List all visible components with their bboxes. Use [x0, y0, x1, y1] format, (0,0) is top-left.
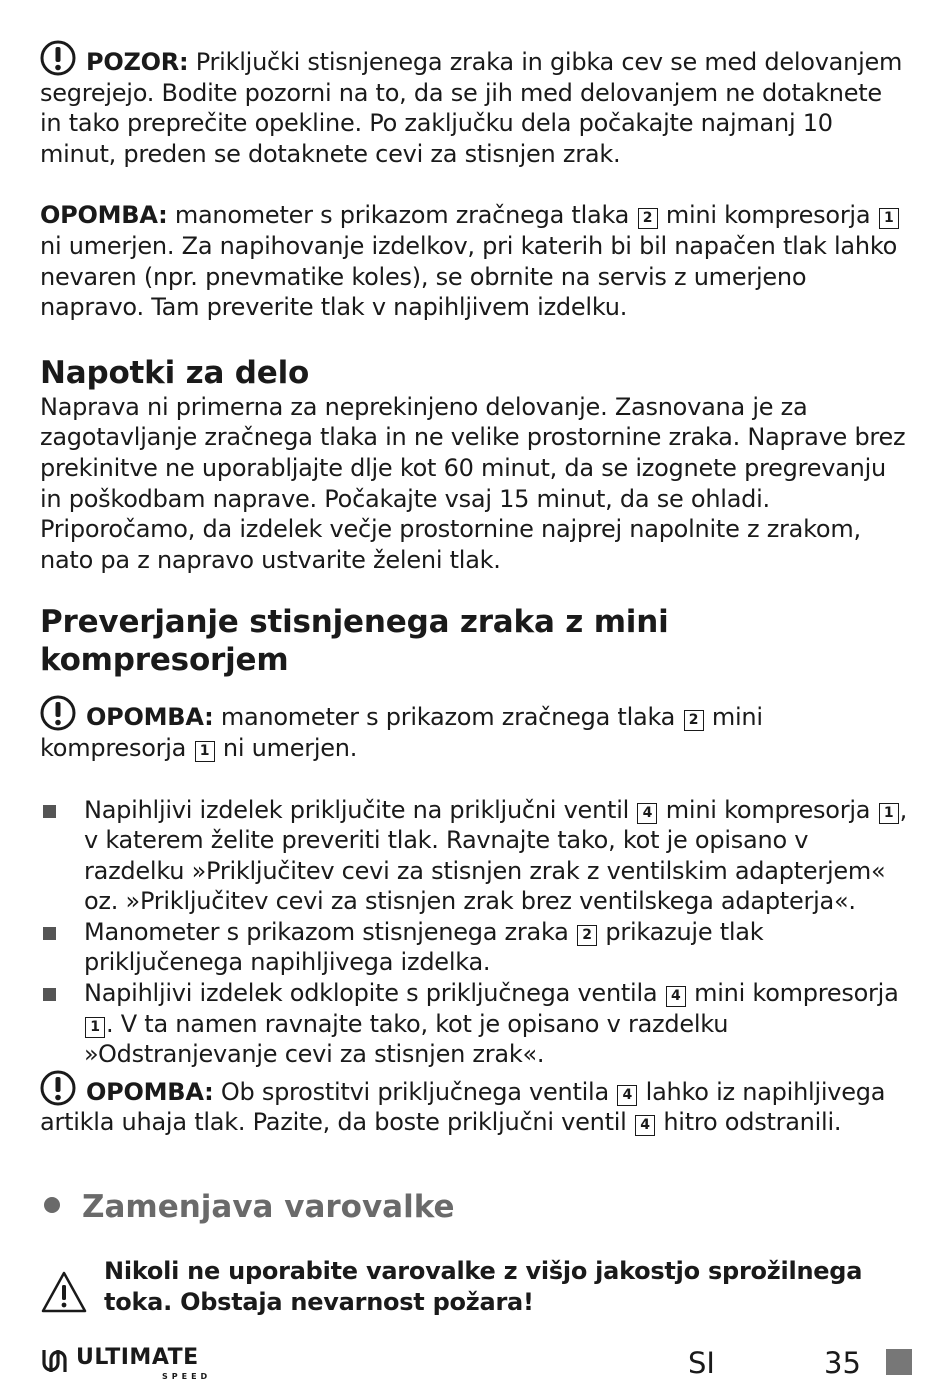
brand-subtitle: SPEED: [162, 1372, 212, 1381]
brand-name: ULTIMATE: [76, 1345, 199, 1370]
instruction-list: [40, 795, 910, 1070]
note-label: OPOMBA:: [86, 703, 214, 732]
list-item-text: prikazuje tlak priključenega napihljivega izdelka.: [84, 917, 764, 977]
part-number-badge: 2: [638, 208, 658, 229]
exclamation-icon: [40, 695, 76, 731]
note-text: mini kompresorja: [658, 201, 878, 230]
section-body-napotki: Naprava ni primerna za neprekinjeno delovanje. Zasnovana je za zagotavljanje zračnega tlaka in ne velike prostornine zraka. Naprave brez prekinitve ne uporabljajte dlje kot 60 minut, da se izognete pregrevanju in poškodbam naprave. Počakajte vsaj 15 minut, da se ohladi. Priporočamo, da izdelek večje prostornine najprej napolnite z zrakom, nato pa z napravo ustvarite želeni tlak.: [40, 392, 906, 574]
list-item-text: . V ta namen ravnajte tako, kot je opisano v razdelku »Odstranjevanje cevi za stisnjen zrak«.: [84, 1009, 729, 1069]
warning-paragraph: [40, 40, 910, 169]
fire-warning-text: Nikoli ne uporabite varovalke z višjo jakostjo sprožilnega toka. Obstaja nevarnost požara!: [104, 1257, 863, 1316]
note-label: OPOMBA:: [86, 1077, 214, 1106]
section-heading-preverjanje: Preverjanje stisnjenega zraka z mini kompresorjem: [40, 604, 669, 679]
part-number-badge: 2: [684, 710, 704, 731]
note-text: ni umerjen. Za napihovanje izdelkov, pri katerih bi bil napačen tlak lahko nevaren (npr. pnevmatike koles), se obrnite na servis z umerjeno napravo. Tam preverite tlak v napihljivem izdelku.: [40, 231, 898, 322]
part-number-badge: 2: [577, 925, 597, 946]
note-text: lahko iz napihljivega artikla uhaja tlak. Pazite, da boste priključni ventil: [40, 1077, 886, 1137]
list-item-text: mini kompresorja: [658, 795, 878, 824]
fire-warning: [40, 1256, 910, 1317]
page-marker-square: [886, 1349, 912, 1375]
note-paragraph: [40, 200, 910, 322]
warning-triangle-icon: [40, 1270, 88, 1314]
bullet-square-icon: [43, 805, 56, 818]
section-heading-napotki: Napotki za delo: [40, 354, 310, 391]
warning-label: POZOR:: [86, 48, 189, 76]
bullet-dot-icon: [44, 1197, 60, 1213]
part-number-badge: 4: [637, 803, 657, 824]
part-number-badge: 1: [85, 1017, 105, 1038]
part-number-badge: 1: [879, 803, 899, 824]
note-text: mini kompresorja: [40, 703, 763, 762]
list-item-text: , v katerem želite preveriti tlak. Ravnajte tako, kot je opisano v razdelku »Priključitev cevi za stisnjen zrak z ventilskim adapterjem« oz. »Priključitev cevi za stisnjen zrak brez ventilskega adapterja«.: [84, 795, 907, 916]
exclamation-icon: [40, 1070, 76, 1106]
note-text: manometer s prikazom zračnega tlaka: [167, 201, 637, 230]
brand-mark-icon: [40, 1346, 70, 1376]
part-number-badge: 4: [617, 1085, 637, 1106]
note-text: ni umerjen.: [215, 733, 358, 762]
part-number-badge: 4: [666, 986, 686, 1007]
brand-logo: [40, 1345, 212, 1381]
exclamation-icon: [40, 40, 76, 76]
list-item: [40, 795, 910, 917]
part-number-badge: 1: [879, 208, 899, 229]
list-item-text: Napihljivi izdelek odklopite s priključnega ventila: [84, 979, 665, 1008]
part-number-badge: 4: [635, 1115, 655, 1136]
bullet-square-icon: [43, 927, 56, 940]
part-number-badge: 1: [195, 741, 215, 762]
list-item-text: mini kompresorja: [686, 979, 899, 1008]
section-heading-zamenjava: [40, 1188, 910, 1226]
note-label: OPOMBA:: [40, 201, 168, 230]
section-heading-text: Zamenjava varovalke: [82, 1189, 455, 1226]
note-text: hitro odstranili.: [655, 1108, 842, 1137]
page-footer: [40, 1340, 910, 1384]
list-item-text: Manometer s prikazom stisnjenega zraka: [84, 917, 577, 946]
list-item: [40, 917, 910, 978]
warning-text: Priključki stisnjenega zraka in gibka cev se med delovanjem segrejejo. Bodite pozorni na to, da se jih med delovanjem ne dotaknete in tako preprečite opekline. Po zaključku dela počakajte najmanj 10 minut, preden se dotaknete cevi za stisnjen zrak.: [40, 48, 903, 168]
note-paragraph: [40, 1070, 910, 1138]
note-paragraph: [40, 695, 910, 763]
list-item: [40, 978, 910, 1070]
language-code: SI: [688, 1346, 715, 1380]
page-content: [40, 40, 910, 1317]
list-item-text: Napihljivi izdelek priključite na priključni ventil: [84, 795, 637, 824]
bullet-square-icon: [43, 988, 56, 1001]
note-text: manometer s prikazom zračnega tlaka: [213, 703, 683, 732]
note-text: Ob sprostitvi priključnega ventila: [213, 1077, 617, 1106]
page-number: 35: [824, 1346, 861, 1380]
